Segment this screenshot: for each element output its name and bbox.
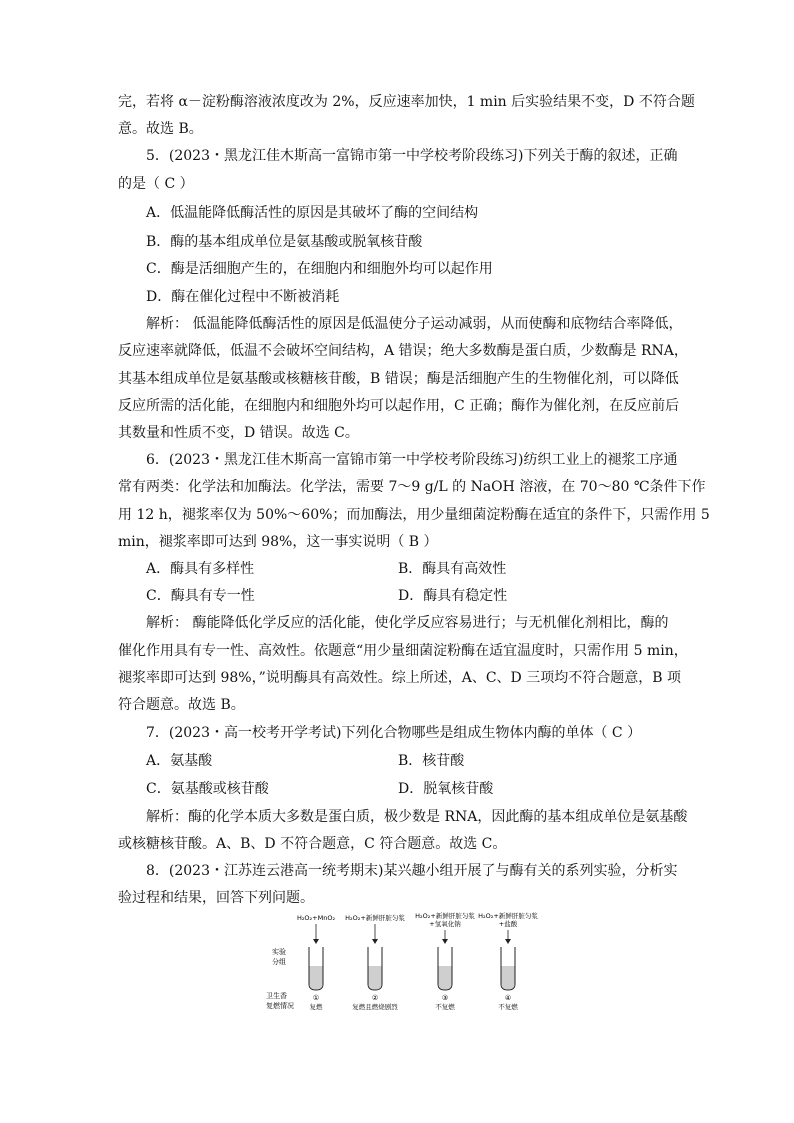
tube-label-2: +盐酸: [498, 920, 518, 928]
option-row: [0, 556, 794, 582]
option-c: C．酶是活细胞产生的，在细胞内和细胞外均可以起作用: [146, 261, 493, 277]
option-b: B．酶具有高效性: [398, 561, 507, 577]
option-d: D．酶在催化过程中不断被消耗: [146, 289, 340, 305]
option-d: D．酶具有稳定性: [398, 588, 508, 604]
analysis-line: 解析： 酶能降低化学反应的活化能，使化学反应容易进行；与无机催化剂相比，酶的: [146, 615, 669, 631]
side-label-1: 卫生香: [266, 992, 287, 1000]
option-row: [0, 748, 794, 774]
analysis-line: 催化作用具有专一性、高效性。依题意“用少量细菌淀粉酶在适宜温度时，只需作用 5 min，: [118, 643, 688, 659]
question-6-stem: 6．(2023・黑龙江佳木斯高一富锦市第一中学校考阶段练习)纺织工业上的褪浆工序通: [146, 452, 678, 468]
analysis-line: 褪浆率即可达到 98%，”说明酶具有高效性。综上所述，A、C、D 三项均不符合题意，B 项: [118, 670, 681, 686]
text-line: 完，若将 α－淀粉酶溶液浓度改为 2%，反应速率加快，1 min 后实验结果不变，D 不符合题: [118, 94, 695, 110]
tube-result: 不复燃: [498, 1003, 518, 1011]
tube-label: H₂O₂+新鲜肝脏匀浆: [345, 914, 405, 922]
test-tube-4: [478, 911, 538, 1011]
tube-result: 复燃且燃烧剧烈: [352, 1003, 398, 1011]
option-d: D．脱氧核苷酸: [398, 781, 494, 797]
option-b: B．酶的基本组成单位是氨基酸或脱氧核苷酸: [146, 234, 423, 250]
question-5-stem: 5．(2023・黑龙江佳木斯高一富锦市第一中学校考阶段练习)下列关于酶的叙述，正确: [146, 148, 678, 164]
question-8-stem: 8．(2023・江苏连云港高一统考期末)某兴趣小组开展了与酶有关的系列实验，分析实: [146, 863, 678, 879]
option-row: [0, 583, 794, 609]
text-line: 的是（ C ）: [118, 176, 194, 192]
tube-label-2: +氢氧化钠: [429, 920, 461, 928]
option-c: C．酶具有专一性: [146, 588, 255, 604]
analysis-line: 反应速率就降低，低温不会破坏空间结构，A 错误；绝大多数酶是蛋白质，少数酶是 RNA，: [118, 343, 688, 359]
test-tube-3: [415, 911, 475, 1011]
analysis-line: 其基本组成单位是氨基酸或核糖核苷酸，B 错误；酶是活细胞产生的生物催化剂，可以降低: [118, 371, 679, 387]
tube-label: H₂O₂+MnO₂: [296, 914, 336, 922]
question-7-stem: 7．(2023・高一校考开学考试)下列化合物哪些是组成生物体内酶的单体（ C ）: [146, 725, 642, 741]
tube-result: 复燃: [309, 1003, 323, 1011]
text-line: 意。故选 B。: [118, 121, 203, 137]
option-b: B．核苷酸: [398, 753, 465, 769]
tube-number: ③: [441, 994, 449, 1002]
experiment-figure: [260, 910, 550, 1020]
tube-number: ④: [504, 994, 512, 1002]
row-label-bottom: 分组: [272, 958, 286, 966]
analysis-line: 解析：酶的化学本质大多数是蛋白质，极少数是 RNA，因此酶的基本组成单位是氨基酸: [146, 809, 688, 825]
tube-number: ①: [312, 994, 320, 1002]
option-c: C．氨基酸或核苷酸: [146, 781, 269, 797]
text-line: 常有两类：化学法和加酶法。化学法，需要 7～9 g/L 的 NaOH 溶液，在 70～80 ℃条件下作: [118, 479, 706, 495]
option-a: A．氨基酸: [146, 753, 213, 769]
tube-number: ②: [371, 994, 379, 1002]
text-line: min，褪浆率即可达到 98%，这一事实说明（ B ）: [118, 534, 438, 550]
analysis-line: 其数量和性质不变，D 错误。故选 C。: [118, 425, 359, 441]
tube-result: 不复燃: [435, 1003, 455, 1011]
analysis-line: 反应所需的活化能，在细胞内和细胞外均可以起作用，C 正确；酶作为催化剂，在反应前后: [118, 398, 680, 414]
side-label-2: 复燃情况: [266, 1002, 294, 1010]
analysis-line: 或核糖核苷酸。A、B、D 不符合题意，C 符合题意。故选 C。: [118, 836, 507, 852]
tube-label: H₂O₂+新鲜肝脏匀浆: [478, 912, 538, 920]
text-line: 用 12 h，褪浆率仅为 50%～60%；而加酶法，用少量细菌淀粉酶在适宜的条件下，只需作用 5: [118, 507, 710, 523]
tube-label: H₂O₂+新鲜肝脏匀浆: [415, 912, 475, 920]
option-a: A．低温能降低酶活性的原因是其破坏了酶的空间结构: [146, 205, 479, 221]
test-tube-2: [345, 913, 405, 1011]
option-row: [0, 776, 794, 802]
analysis-line: 符合题意。故选 B。: [118, 697, 245, 713]
option-a: A．酶具有多样性: [146, 561, 255, 577]
test-tube-1: [297, 914, 336, 1011]
row-label-top: 实验: [272, 948, 286, 956]
analysis-line: 解析： 低温能降低酶活性的原因是低温使分子运动减弱，从而使酶和底物结合率降低，: [146, 316, 683, 332]
text-line: 验过程和结果，回答下列问题。: [118, 890, 314, 906]
